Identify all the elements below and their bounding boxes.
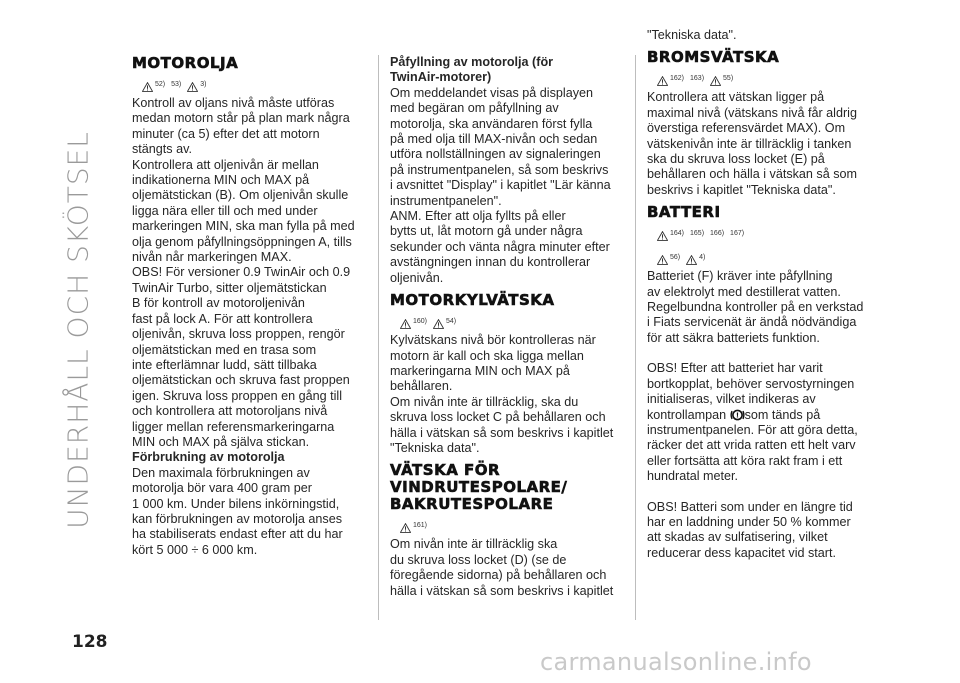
warning-triangle-icon bbox=[710, 76, 721, 86]
reference-markers bbox=[390, 513, 622, 533]
reference-label: 55) bbox=[723, 75, 734, 82]
reference-markers bbox=[647, 66, 879, 86]
reference-markers bbox=[390, 309, 622, 329]
reference-marker bbox=[400, 518, 427, 533]
reference-marker bbox=[730, 226, 744, 241]
paragraph: Batteriet (F) kräver inte påfyllning av elektrolyt med destillerat vatten. Regelbundna kontroller på en verkstad i Fiats servicenät är ändå nödvändiga för att säkra batteriets funktion. bbox=[647, 269, 864, 345]
reference-label: 52) bbox=[155, 80, 166, 88]
section-heading-motorolja: MOTOROLJA bbox=[132, 54, 239, 72]
warning-triangle-icon bbox=[657, 76, 668, 86]
subheading-pafyllning: Påfyllning av motorolja (för TwinAir-motorer) bbox=[390, 55, 554, 85]
reference-marker bbox=[657, 250, 680, 265]
paragraph: Om nivån inte är tillräcklig, ska du skruva loss locket C på behållaren och hälla i vätskan så som beskrivs i kapitlet "Tekniska data". bbox=[390, 394, 614, 455]
reference-marker bbox=[690, 71, 704, 86]
warning-triangle-icon bbox=[142, 82, 153, 92]
warning-triangle-icon bbox=[657, 231, 668, 241]
column-2 bbox=[390, 55, 622, 599]
reference-marker bbox=[686, 250, 705, 265]
watermark: carmanualsonline.info bbox=[540, 648, 812, 676]
reference-markers bbox=[132, 72, 364, 92]
reference-label: 164) bbox=[670, 229, 685, 237]
section-heading-vatska-vindrutespolare: VÄTSKA FÖR VINDRUTESPOLARE/ BAKRUTESPOLARE bbox=[390, 461, 568, 514]
reference-label: 53) bbox=[171, 80, 182, 88]
column-divider bbox=[378, 55, 379, 620]
section-heading-bromsvatska: BROMSVÄTSKA bbox=[647, 48, 780, 67]
reference-marker bbox=[187, 77, 206, 92]
paragraph: Om nivån inte är tillräcklig ska du skruva loss locket (D) (se de föregående sidorna) på behållaren och hälla i vätskan så som beskrivs i kapitlet bbox=[390, 537, 614, 598]
subheading-forbrukning: Förbrukning av motorolja bbox=[132, 450, 285, 465]
paragraph: Kylvätskans nivå bör kontrolleras när motorn är kall och ska ligga mellan markeringarna MIN och MAX på behållaren. bbox=[390, 333, 596, 394]
paragraph-servo-text-a: OBS! Efter att batteriet har varit bortkopplat, behöver servostyrningen initialiseras, vilket indikeras av kontrollampan bbox=[647, 361, 855, 422]
reference-label: 160) bbox=[413, 317, 428, 325]
paragraph: Kontrollera att vätskan ligger på maximal nivå (vätskans nivå får aldrig överstiga referensvärdet MAX). Om vätskenivån inte är tillräcklig i tanken ska du skruva loss locket (E) på behållaren och hälla i vätskan så som beskrivs i kapitlet "Tekniska data". bbox=[647, 90, 858, 197]
power-steering-warning-icon bbox=[730, 409, 745, 421]
warning-triangle-icon bbox=[400, 523, 411, 533]
paragraph: ANM. Efter att olja fyllts på eller bytts ut, låt motorn gå under några sekunder och vänta några minuter efter avstängningen innan du kontrollerar oljenivån. bbox=[390, 209, 610, 285]
reference-label: 3) bbox=[200, 80, 207, 88]
reference-marker bbox=[657, 71, 684, 86]
paragraph: "Tekniska data". bbox=[647, 28, 737, 42]
reference-label: 163) bbox=[690, 75, 705, 82]
reference-label: 166) bbox=[710, 229, 725, 237]
paragraph: OBS! Batteri som under en längre tid har en laddning under 50 % kommer att skadas av sulfatisering, vilket reducerar dess kapacitet vid start. bbox=[647, 499, 853, 560]
warning-triangle-icon bbox=[657, 255, 668, 265]
reference-marker bbox=[171, 77, 181, 92]
page-number: 128 bbox=[72, 632, 108, 652]
paragraph: Kontrollera att oljenivån är mellan indikationerna MIN och MAX på oljemätstickan (B). Om oljenivån skulle ligga nära eller till och med under markeringen MIN, ska man fylla på med olja genom påfyllningsöppningen A, tills nivån når markeringen MAX. bbox=[132, 157, 355, 265]
reference-label: 4) bbox=[699, 253, 706, 261]
chapter-side-title: UNDERHÅLL OCH SKÖTSEL bbox=[61, 131, 95, 529]
paragraph: Om meddelandet visas på displayen med begäran om påfyllning av motorolja, ska användaren först fylla på med olja till MAX-nivån och sedan utföra nollställningen av signaleringen på instrumentpanelen, så som beskrivs i avsnittet "Display" i kapitlet "Lär känna instrumentpanelen". bbox=[390, 85, 611, 208]
warning-triangle-icon bbox=[400, 319, 411, 329]
paragraph: OBS! För versioner 0.9 TwinAir och 0.9 TwinAir Turbo, sitter oljemätstickan B för kontroll av motoroljenivån fast på lock A. För att kontrollera oljenivån, skruva loss proppen, rengör oljemätstickan med en trasa som inte efterlämnar ludd, sätt tillbaka oljemätstickan och skruva fast proppen igen. Skruva loss proppen en gång till och kontrollera att motoroljans nivå ligger mellan referensmarkeringarna MIN och MAX på själva stickan. bbox=[132, 265, 351, 449]
section-heading-motorkylvatska: MOTORKYLVÄTSKA bbox=[390, 291, 555, 310]
column-3 bbox=[647, 28, 879, 561]
reference-marker bbox=[690, 226, 704, 241]
warning-triangle-icon bbox=[433, 319, 444, 329]
reference-label: 167) bbox=[730, 229, 745, 237]
reference-marker bbox=[657, 226, 684, 241]
reference-label: 56) bbox=[670, 253, 681, 261]
reference-label: 162) bbox=[670, 75, 685, 82]
reference-label: 161) bbox=[413, 521, 428, 529]
paragraph-servo bbox=[647, 361, 879, 484]
reference-markers bbox=[647, 221, 879, 241]
warning-triangle-icon bbox=[187, 82, 198, 92]
reference-label: 165) bbox=[690, 229, 705, 237]
reference-marker bbox=[710, 226, 724, 241]
paragraph: Den maximala förbrukningen av motorolja bör vara 400 gram per 1 000 km. Under bilens inkörningstid, kan förbrukningen av motorolja anses ha stabiliserats endast efter att du har kört 5 000 ÷ 6 000 km. bbox=[132, 465, 343, 557]
column-divider bbox=[635, 55, 636, 620]
reference-marker bbox=[710, 71, 733, 86]
section-heading-batteri: BATTERI bbox=[647, 203, 721, 222]
reference-markers bbox=[647, 245, 879, 265]
warning-triangle-icon bbox=[686, 255, 697, 265]
reference-label: 54) bbox=[446, 317, 457, 325]
reference-marker bbox=[142, 77, 165, 92]
reference-marker bbox=[433, 314, 456, 329]
paragraph: Kontroll av oljans nivå måste utföras medan motorn står på plan mark några minuter (ca 5) efter det att motorn stängts av. bbox=[132, 96, 350, 157]
reference-marker bbox=[400, 314, 427, 329]
svg-text:!: ! bbox=[735, 411, 739, 420]
column-1 bbox=[132, 55, 364, 558]
paragraph-servo-text-b: som tänds på instrumentpanelen. För att göra detta, räcker det att vrida ratten ett helt varv eller fortsätta att köra rakt fram i ett hundratal meter. bbox=[647, 407, 858, 484]
